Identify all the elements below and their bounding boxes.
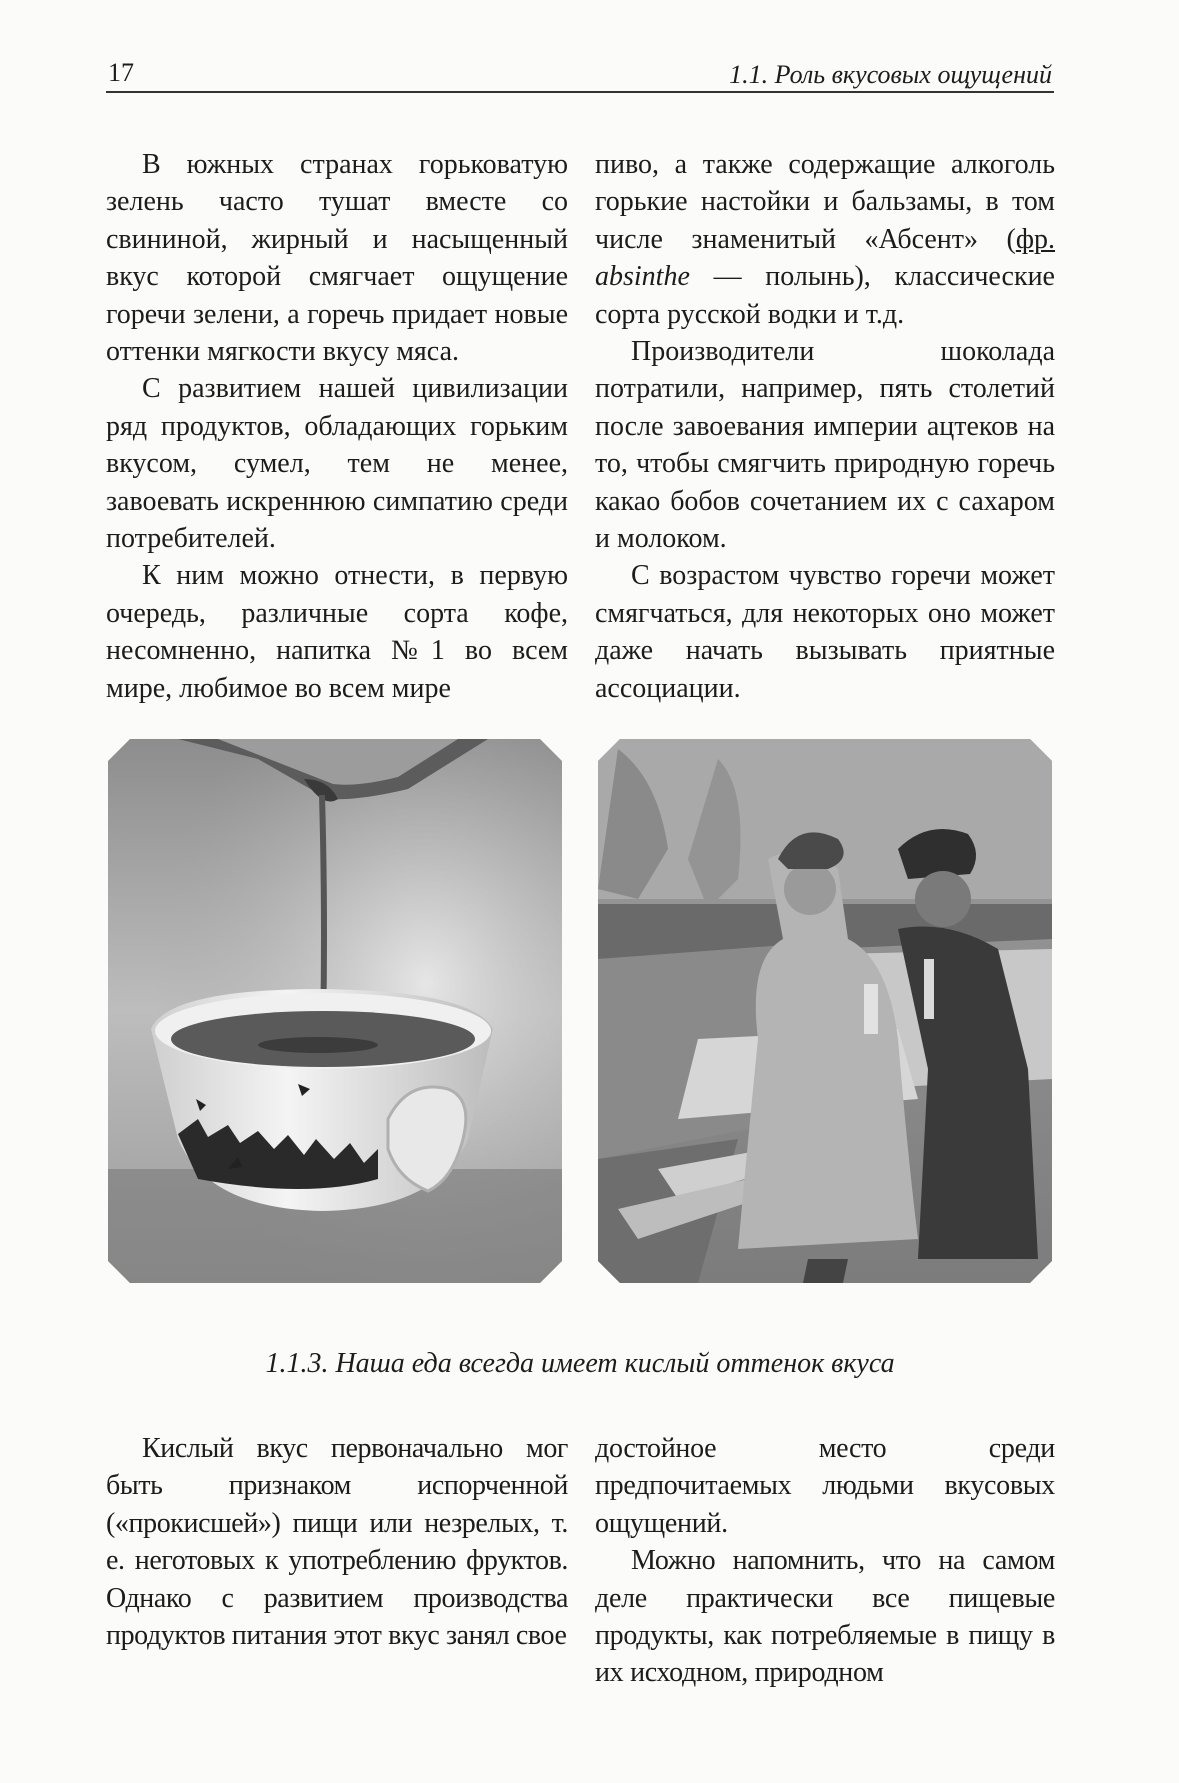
- text-column-top-left: [106, 146, 568, 707]
- coffee-pouring-illustration: [108, 739, 562, 1283]
- text-column-bottom-right: [595, 1430, 1055, 1692]
- paragraph-continued: достойное место среди предпочитаемых людьми вкусовых ощущений.: [595, 1433, 1055, 1539]
- paragraph-continued: [595, 146, 1055, 333]
- paragraph: В южных странах горьковатую зелень часто тушат вместе со свининой, жирный и насыщенный вкус которой смягчает ощущение горечи зелени, а горечь придает новые оттенки мягкости вкусу мяса.: [106, 149, 568, 368]
- paragraph: С возрастом чувство горечи может смягчаться, для некоторых оно может даже начать вызывать приятные ассоциации.: [595, 560, 1055, 704]
- text-column-bottom-left: [106, 1430, 568, 1654]
- paragraph: Кислый вкус первоначально мог быть признаком испорченной («прокисшей») пищи или незрелых, т. е. неготовых к употреблению фруктов. Однако с развитием производства продуктов питания этот вкус занял свое: [106, 1433, 568, 1652]
- page-header: [106, 54, 1054, 88]
- page-number: 17: [108, 58, 134, 87]
- abbreviation: фр.: [1015, 223, 1055, 255]
- absinthe-painting-photo: [598, 739, 1052, 1283]
- paragraph: Производители шоколада потратили, например, пять столетий после завоевания империи ацтеков на то, чтобы смягчить природную горечь какао бобов сочетанием их с сахаром и молоком.: [595, 336, 1055, 555]
- paragraph: К ним можно отнести, в первую очередь, различные сорта кофе, несомненно, напитка №1 во всем мире, любимое во всем мире: [106, 560, 568, 704]
- coffee-pouring-photo: [108, 739, 562, 1283]
- running-title: 1.1. Роль вкусовых ощущений: [729, 60, 1052, 89]
- text-run: — полынь), классические сорта русской водки и т.д.: [595, 261, 1055, 330]
- text-run: пиво, а также содержащие алкоголь горькие настойки и бальзамы, в том числе знаменитый «Абсент» (: [595, 149, 1055, 255]
- paragraph: Можно напомнить, что на самом деле практически все пищевые продукты, как потребляемые в пищу в их исходном, природном: [595, 1545, 1055, 1689]
- section-heading: 1.1.3. Наша еда всегда имеет кислый оттенок вкуса: [265, 1348, 895, 1379]
- text-column-top-right: [595, 146, 1055, 707]
- header-rule: [106, 91, 1054, 93]
- foreign-term: absinthe: [595, 261, 690, 293]
- absinthe-painting-illustration: [598, 739, 1052, 1283]
- paragraph: С развитием нашей цивилизации ряд продуктов, обладающих горьким вкусом, сумел, тем не менее, завоевать искреннюю симпатию среди потребителей.: [106, 373, 568, 555]
